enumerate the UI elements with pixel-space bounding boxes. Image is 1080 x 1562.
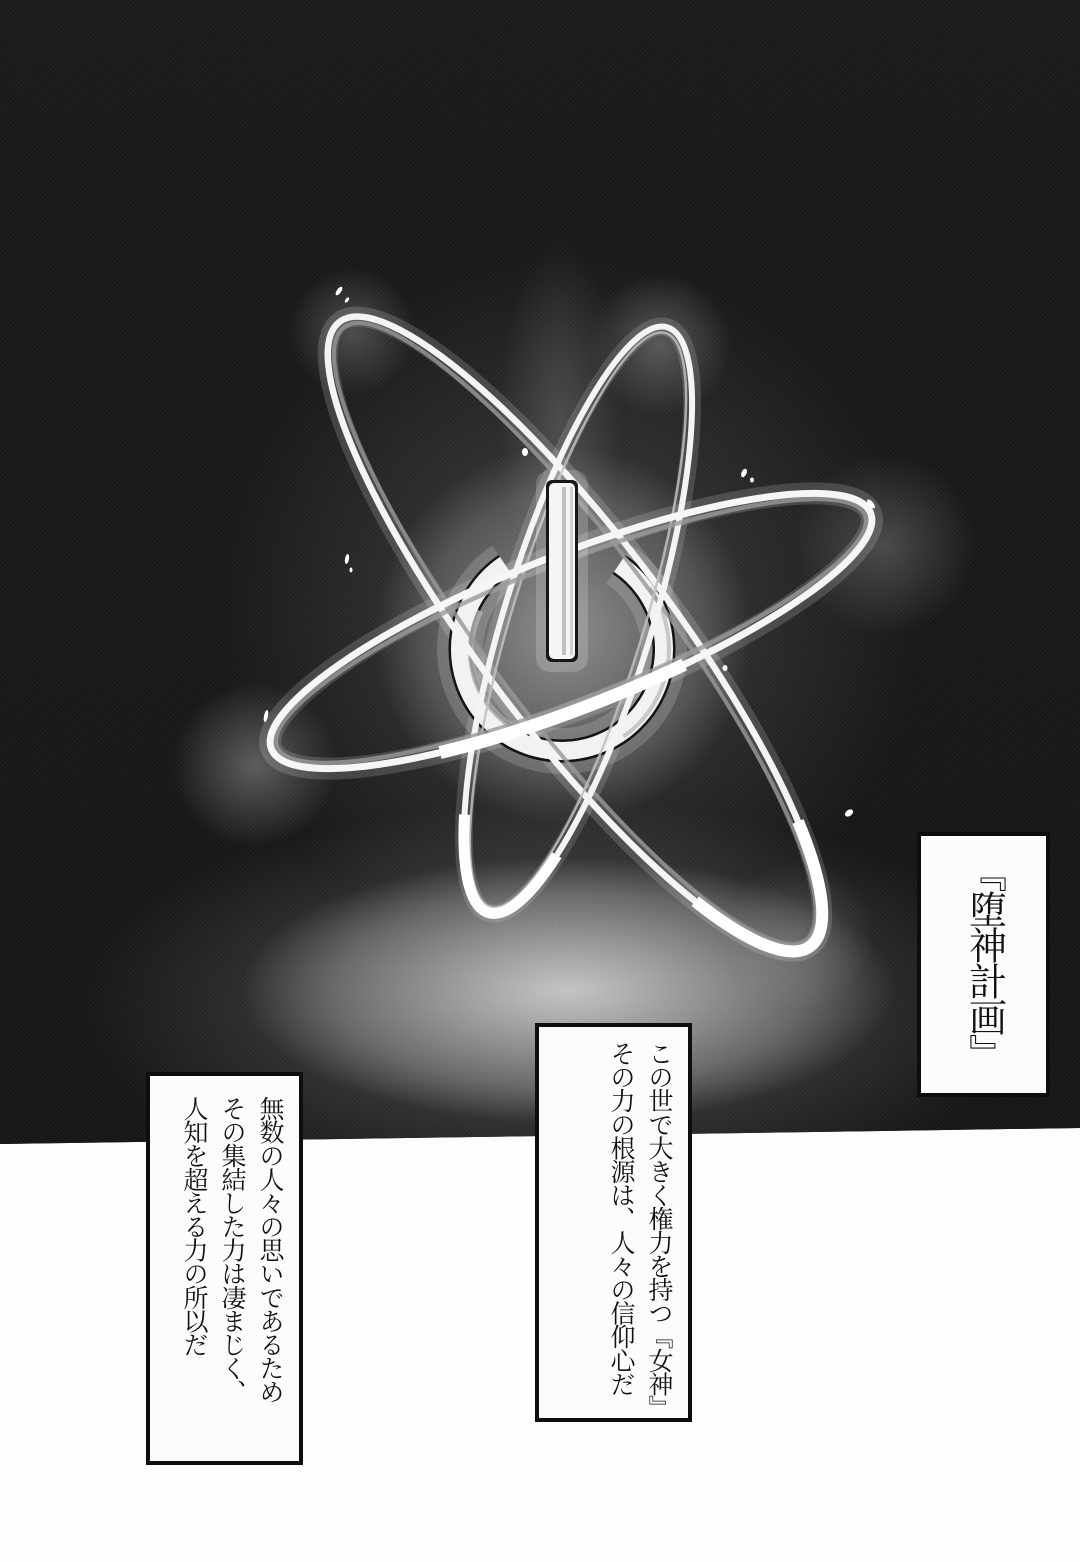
sparkle — [334, 286, 343, 297]
sparkle — [350, 568, 353, 573]
caption-box-middle — [535, 1023, 692, 1422]
sparkle — [522, 448, 528, 456]
sparkle — [740, 468, 748, 478]
caption-box-left — [146, 1072, 303, 1465]
title-box — [917, 832, 1050, 1097]
caption-left-text — [154, 1096, 289, 1455]
power-bar-edge-stripe — [570, 487, 573, 655]
sparkle — [344, 554, 350, 565]
title-text: 『堕神計画』 — [962, 854, 1005, 1070]
sparkle — [844, 808, 855, 818]
caption-middle-column-2: その力の根源は、人々の信仰心だ — [607, 1041, 635, 1396]
sparkle — [269, 730, 272, 736]
sparkle — [723, 665, 728, 671]
caption-left-column-2: その集結した力は凄まじく、 — [218, 1096, 246, 1403]
sparkle — [750, 478, 754, 483]
power-bar-shade-stripe — [562, 487, 566, 655]
caption-left-column-1: 無数の人々の思いであるため — [256, 1096, 284, 1403]
caption-middle-text — [543, 1041, 678, 1419]
caption-left-column-3: 人知を超える力の所以だ — [180, 1096, 208, 1356]
caption-middle-column-1: この世で大きく権力を持つ『女神』 — [645, 1041, 673, 1419]
sparkle — [344, 297, 350, 304]
power-bar — [542, 476, 582, 666]
